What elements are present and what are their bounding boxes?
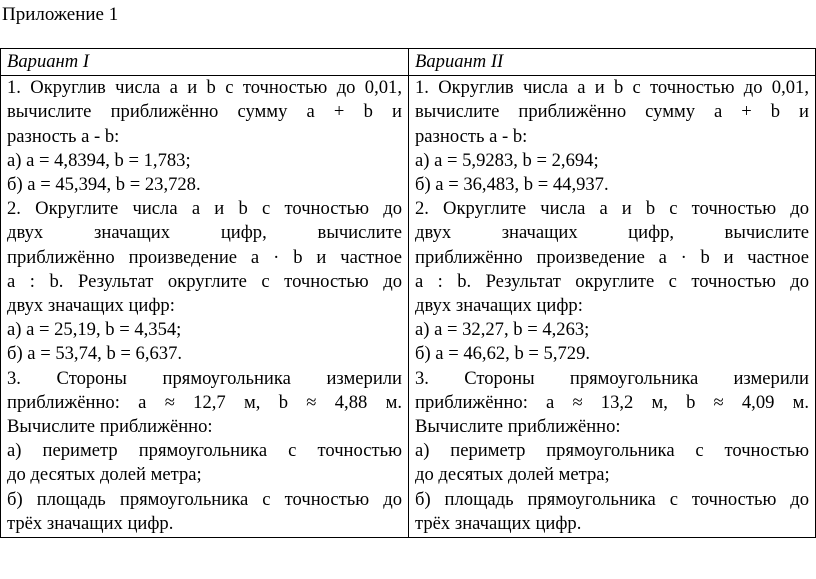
task-text-line: двух значащих цифр, вычислите: [7, 222, 402, 244]
header-variant-2: Вариант II: [409, 49, 816, 76]
document-title: Приложение 1: [2, 4, 119, 25]
task-text-line: б) а = 46,62, b = 5,729.: [415, 343, 591, 365]
task-text-line: а : b. Результат округлите с точностью до: [7, 270, 402, 292]
task-text-line: 3. Стороны прямоугольника измерили: [415, 367, 809, 389]
task-text-line: б) а = 53,74, b = 6,637.: [7, 343, 183, 365]
task-text-line: а) а = 25,19, b = 4,354;: [7, 319, 182, 341]
task-text-line: б) а = 36,483, b = 44,937.: [415, 174, 609, 196]
task-text-line: 1. Округлив числа а и b с точностью до 0,01,: [415, 77, 809, 99]
task-text-line: разность а - b:: [415, 125, 528, 147]
task-text-line: а) а = 5,9283, b = 2,694;: [415, 149, 599, 171]
task-text-line: а) периметр прямоугольника с точностью: [7, 440, 402, 462]
task-text-line: 3. Стороны прямоугольника измерили: [7, 367, 402, 389]
task-text-line: Вычислите приближённо:: [415, 416, 621, 438]
variants-table: [0, 48, 816, 538]
header-variant-1: Вариант I: [1, 49, 409, 76]
task-text-line: двух значащих цифр:: [7, 295, 175, 317]
task-text-line: приближённо: а ≈ 13,2 м, b ≈ 4,09 м.: [415, 391, 809, 413]
task-text-line: двух значащих цифр, вычислите: [415, 222, 809, 244]
table-body-row: [1, 76, 816, 538]
task-text-line: а) а = 32,27, b = 4,263;: [415, 319, 590, 341]
task-text-line: а) периметр прямоугольника с точностью: [415, 440, 809, 462]
task-text-line: до десятых долей метра;: [7, 464, 202, 486]
table-header-row: [1, 49, 816, 76]
task-text-line: вычислите приближённо сумму а + b и: [415, 101, 809, 123]
task-text-line: трёх значащих цифр.: [7, 512, 174, 534]
task-text-line: а) а = 4,8394, b = 1,783;: [7, 149, 191, 171]
task-text-line: приближённо произведение а · b и частное: [7, 246, 402, 268]
task-text-line: б) а = 45,394, b = 23,728.: [7, 174, 201, 196]
task-text-line: двух значащих цифр:: [415, 295, 583, 317]
task-text-line: Вычислите приближённо:: [7, 416, 213, 438]
task-text-line: б) площадь прямоугольника с точностью до: [7, 488, 402, 510]
task-text-line: 1. Округлив числа а и b с точностью до 0,01,: [7, 77, 402, 99]
task-text-line: разность а - b:: [7, 125, 120, 147]
task-text-line: до десятых долей метра;: [415, 464, 610, 486]
variant-1-tasks: [1, 76, 409, 538]
task-text-line: вычислите приближённо сумму а + b и: [7, 101, 402, 123]
task-text-line: приближённо: а ≈ 12,7 м, b ≈ 4,88 м.: [7, 391, 402, 413]
task-text-line: приближённо произведение а · b и частное: [415, 246, 809, 268]
task-text-line: трёх значащих цифр.: [415, 512, 582, 534]
task-text-line: а : b. Результат округлите с точностью до: [415, 270, 809, 292]
task-text-line: б) площадь прямоугольника с точностью до: [415, 488, 809, 510]
task-text-line: 2. Округлите числа а и b с точностью до: [7, 198, 402, 220]
task-text-line: 2. Округлите числа а и b с точностью до: [415, 198, 809, 220]
variant-2-tasks: [409, 76, 816, 538]
